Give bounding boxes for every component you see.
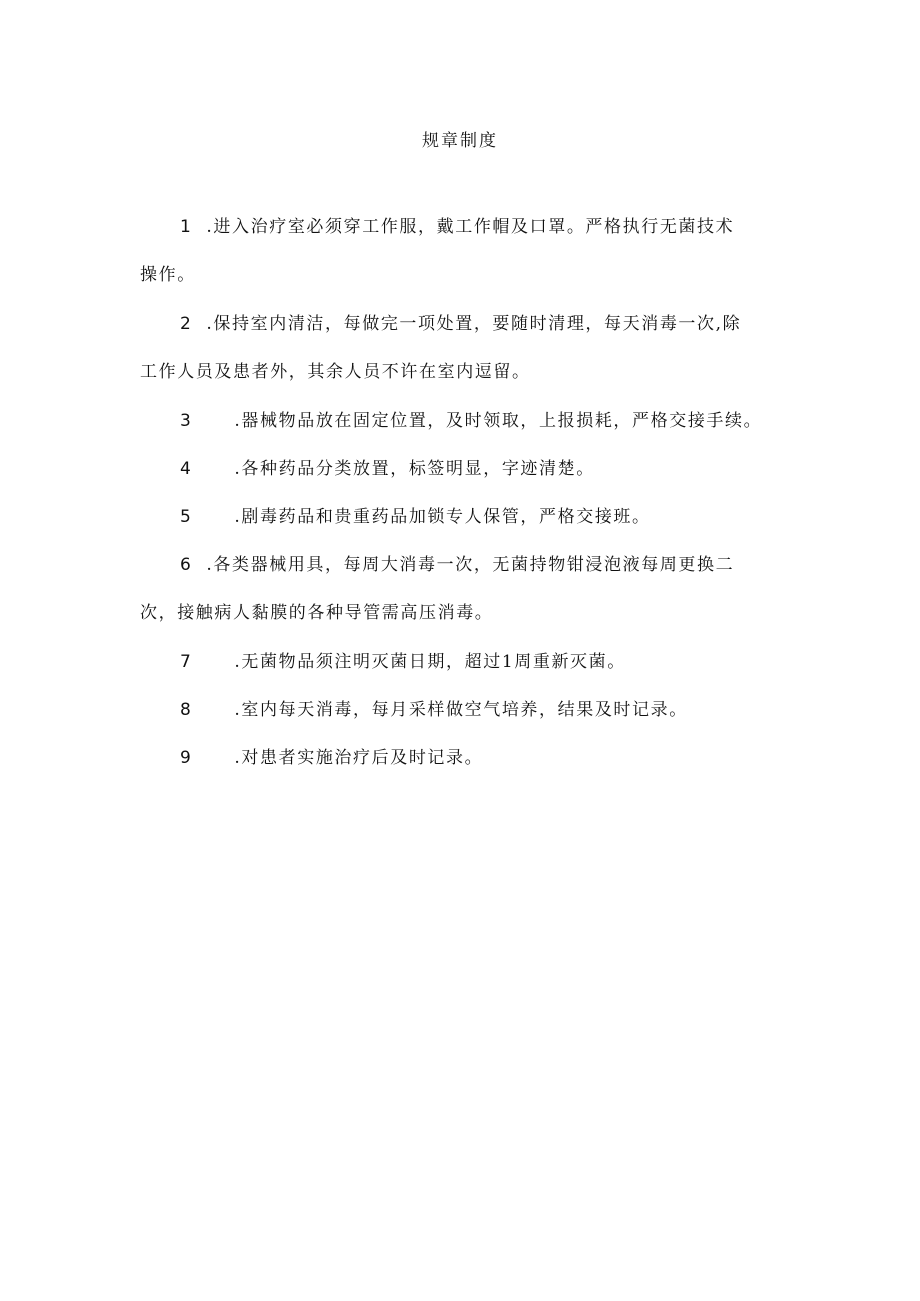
rule-text: .剧毒药品和贵重药品加锁专人保管，严格交接班。 xyxy=(234,507,651,527)
rule-text: .保持室内清洁，每做完一项处置，要随时清理，每天消毒一次,除 xyxy=(206,314,742,334)
rule-number: 7 xyxy=(180,652,193,672)
rule-number: 8 xyxy=(180,700,193,720)
rule-text-continuation: 工作人员及患者外，其余人员不许在室内逗留。 xyxy=(140,362,531,382)
rule-number: 2 xyxy=(180,314,193,334)
rule-item-7 xyxy=(140,638,785,686)
rule-number: 3 xyxy=(180,411,193,431)
rule-number: 1 xyxy=(180,217,193,237)
rule-item-5 xyxy=(140,493,785,541)
rule-text: .室内每天消毒，每月采样做空气培养，结果及时记录。 xyxy=(234,700,688,720)
rule-text: .各种药品分类放置，标签明显，字迹清楚。 xyxy=(234,459,595,479)
rule-number: 9 xyxy=(180,748,193,768)
rule-item-8 xyxy=(140,686,785,734)
rule-text: .对患者实施治疗后及时记录。 xyxy=(234,748,484,768)
rule-item-1 xyxy=(140,203,785,299)
rule-item-6 xyxy=(140,541,785,637)
rule-text: .进入治疗室必须穿工作服，戴工作帽及口罩。严格执行无菌技术 xyxy=(206,217,735,237)
rule-text-continuation: 操作。 xyxy=(140,265,196,285)
rule-text-continuation: 次，接触病人黏膜的各种导管需高压消毒。 xyxy=(140,603,494,623)
page-title: 规章制度 xyxy=(422,131,498,151)
rule-item-9 xyxy=(140,734,785,782)
rule-number: 5 xyxy=(180,507,193,527)
rule-item-4 xyxy=(140,445,785,493)
rule-item-2 xyxy=(140,300,785,396)
rule-text: .器械物品放在固定位置，及时领取，上报损耗，严格交接手续。 xyxy=(234,411,763,431)
rule-number: 4 xyxy=(180,459,193,479)
rule-item-3 xyxy=(140,397,785,445)
rule-number: 6 xyxy=(180,555,193,575)
rule-text: .无菌物品须注明灭菌日期，超过1周重新灭菌。 xyxy=(234,652,626,672)
rule-text: .各类器械用具，每周大消毒一次，无菌持物钳浸泡液每周更换二 xyxy=(206,555,735,575)
